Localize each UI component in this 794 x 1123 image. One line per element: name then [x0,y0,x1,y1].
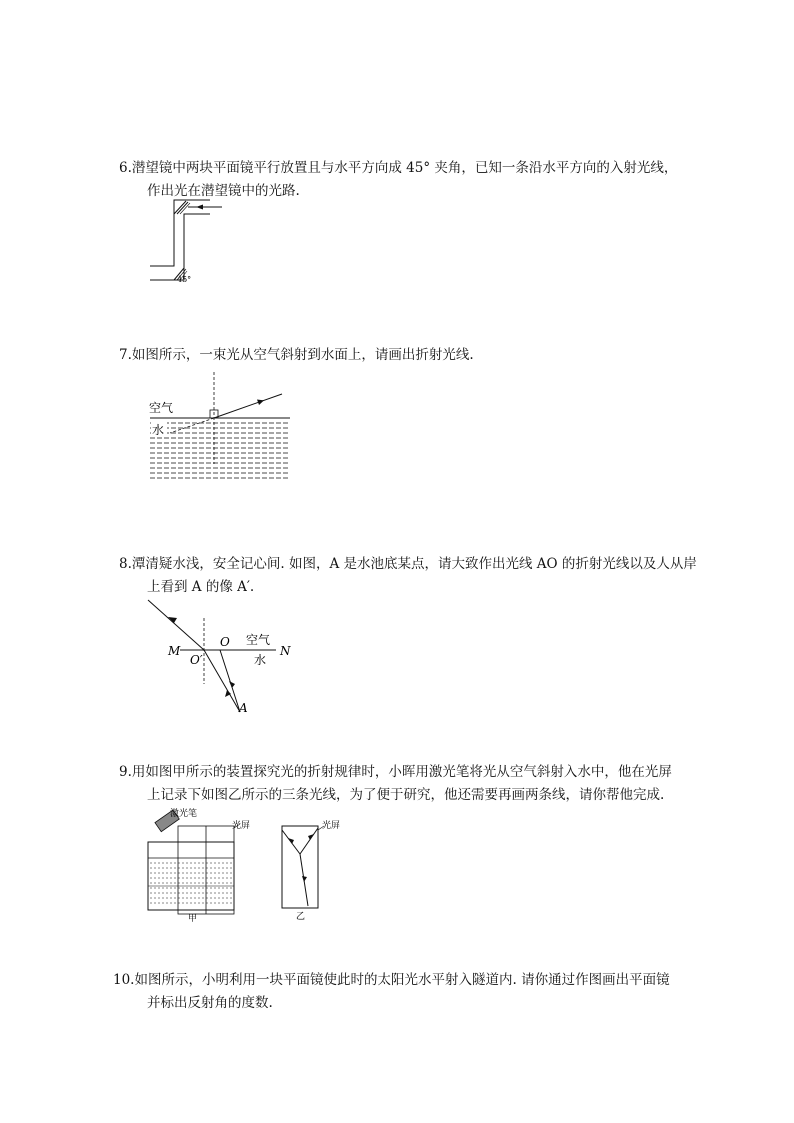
question-8 [119,553,709,599]
arrow-icon [257,400,264,406]
question-text: 潭清疑水浅，安全记心间. 如图，A 是水池底某点，请大致作出光线 AO 的折射光线以及人从岸 [131,556,697,572]
arrow-icon [308,834,314,840]
question-10 [113,969,703,1015]
experiment-figure [146,806,358,924]
periscope-figure [146,196,226,284]
arrow-left-icon [196,205,203,210]
incident-ray [214,394,282,418]
question-text-cont: 并标出反射角的度数. [147,995,273,1011]
arrow-icon [288,838,294,844]
water-tank [148,842,234,910]
periscope-outer-wall [150,200,210,266]
label-M: M [168,644,181,658]
question-text: 潜望镜中两块平面镜平行放置且与水平方向成 45° 夹角，已知一条沿水平方向的入射光线， [131,160,678,176]
label-A: A [239,701,248,715]
label-O-prime: O′ [190,653,203,667]
figure-a [148,807,250,924]
water-body [150,423,290,478]
water-label: 水 [152,423,165,437]
ray-AO [220,650,240,712]
screen-b [282,826,318,908]
air-label: 空气 [149,401,174,415]
caption-a: 甲 [188,914,198,924]
periscope-inner-wall [150,214,210,280]
figure-b [282,819,340,922]
screen-label-b: 光屏 [322,821,341,831]
label-N: N [280,644,291,658]
extension-line [170,418,214,433]
label-O: O [220,635,230,649]
water-body [150,863,232,903]
arrow-icon [225,690,231,697]
air-label: 空气 [246,633,271,647]
reflected-ray [300,828,318,854]
question-number: 9. [119,764,132,780]
question-number: 8. [119,556,132,572]
question-number: 7. [119,347,132,363]
refraction-figure [146,370,296,482]
arrow-icon [229,681,235,688]
top-mirror [174,201,186,214]
question-9 [119,761,709,807]
pool-figure [146,598,296,716]
caption-b: 乙 [296,912,306,922]
arrow-icon [302,876,307,882]
question-7 [119,344,709,367]
question-number: 10. [113,972,135,988]
question-number: 6. [119,160,132,176]
question-text: 如图所示，小明利用一块平面镜使此时的太阳光水平射入隧道内. 请你通过作图画出平面镜 [134,972,670,988]
question-text: 用如图甲所示的装置探究光的折射规律时，小晖用激光笔将光从空气斜射入水中，他在光屏 [131,764,672,780]
laser-label: 激光笔 [170,809,198,819]
water-label: 水 [254,653,267,667]
question-text-cont: 上记录下如图乙所示的三条光线，为了便于研究，他还需要再画两条线，请你帮他完成. [147,787,665,803]
question-text-cont: 作出光在潜望镜中的光路. [147,183,300,199]
question-text-cont: 上看到 A 的像 A′. [147,579,255,595]
question-text: 如图所示，一束光从空气斜射到水面上，请画出折射光线. [131,347,474,363]
angle-label: 45° [177,275,192,284]
screen-label-a: 光屏 [232,821,251,831]
refracted-ray [148,600,204,650]
